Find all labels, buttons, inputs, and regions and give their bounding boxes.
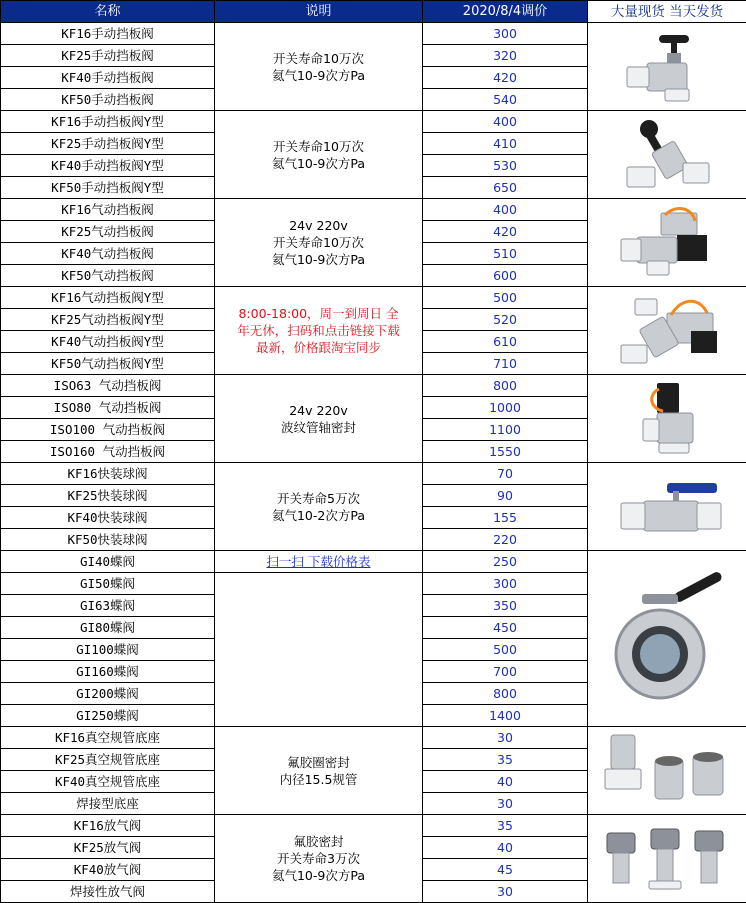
product-name: KF40气动挡板阀Y型: [1, 331, 215, 353]
product-price: 300: [423, 573, 588, 595]
product-photo: [588, 111, 746, 199]
product-name: ISO100 气动挡板阀: [1, 419, 215, 441]
product-price: 90: [423, 485, 588, 507]
description-line: 8:00-18:00，周一到周日 全: [238, 306, 399, 321]
product-name: GI63蝶阀: [1, 595, 215, 617]
pneumatic-y-valve-icon: [588, 291, 746, 371]
header-row: [1, 1, 746, 23]
product-price: 250: [423, 551, 588, 573]
manual-y-valve-icon: [588, 115, 746, 195]
product-name: KF25气动挡板阀Y型: [1, 309, 215, 331]
product-price: 410: [423, 133, 588, 155]
product-price: 40: [423, 837, 588, 859]
product-photo: [588, 815, 746, 903]
product-price: 30: [423, 881, 588, 903]
table-row: [1, 199, 746, 221]
product-price: 400: [423, 199, 588, 221]
table-row: [1, 815, 746, 837]
product-name: KF50气动挡板阀: [1, 265, 215, 287]
product-price: 540: [423, 89, 588, 111]
product-price: 610: [423, 331, 588, 353]
description-line: 氟胶圈密封: [287, 754, 350, 770]
product-name: KF40手动挡板阀Y型: [1, 155, 215, 177]
product-name: KF25手动挡板阀: [1, 45, 215, 67]
product-description: [215, 111, 423, 199]
product-price: 650: [423, 177, 588, 199]
product-name: GI50蝶阀: [1, 573, 215, 595]
iso-pneumatic-valve-icon: [588, 379, 746, 459]
product-description: [215, 815, 423, 903]
product-name: KF16快装球阀: [1, 463, 215, 485]
product-price: 1000: [423, 397, 588, 419]
description-line: 24v 220v: [289, 218, 348, 233]
description-line: 开关寿命3万次: [277, 851, 360, 866]
product-name: KF16放气阀: [1, 815, 215, 837]
product-name: KF25快装球阀: [1, 485, 215, 507]
description-line: 开关寿命10万次: [273, 235, 364, 250]
product-price: 30: [423, 727, 588, 749]
product-price: 35: [423, 749, 588, 771]
product-name: KF50手动挡板阀: [1, 89, 215, 111]
product-price: 420: [423, 221, 588, 243]
product-name: KF16手动挡板阀Y型: [1, 111, 215, 133]
product-name: GI250蝶阀: [1, 705, 215, 727]
product-name: KF40手动挡板阀: [1, 67, 215, 89]
product-name: KF16真空规管底座: [1, 727, 215, 749]
product-price: 710: [423, 353, 588, 375]
header-desc: 说明: [215, 1, 423, 23]
product-name: KF25手动挡板阀Y型: [1, 133, 215, 155]
product-photo: [588, 375, 746, 463]
product-price: 500: [423, 639, 588, 661]
product-price: 400: [423, 111, 588, 133]
product-price: 520: [423, 309, 588, 331]
description-line: 最新，价格跟淘宝同步: [255, 340, 381, 355]
product-description: [215, 727, 423, 815]
product-price: 800: [423, 375, 588, 397]
product-name: KF40快装球阀: [1, 507, 215, 529]
butterfly-valve-icon: [588, 564, 746, 714]
product-name: KF40气动挡板阀: [1, 243, 215, 265]
description-line: 氦气10-9次方Pa: [271, 868, 365, 883]
product-photo: [588, 287, 746, 375]
table-row: [1, 463, 746, 485]
product-photo: [588, 199, 746, 287]
product-name: 焊接型底座: [1, 793, 215, 815]
product-price: 155: [423, 507, 588, 529]
product-price: 800: [423, 683, 588, 705]
product-description: [215, 199, 423, 287]
description-line: 氦气10-9次方Pa: [271, 252, 365, 267]
gauge-base-icon: [588, 731, 746, 811]
product-description: [215, 23, 423, 111]
description-line: 开关寿命10万次: [273, 50, 364, 66]
product-name: KF25真空规管底座: [1, 749, 215, 771]
product-name: KF16气动挡板阀: [1, 199, 215, 221]
product-photo: [588, 463, 746, 551]
vent-valve-icon: [588, 819, 746, 899]
product-price: 320: [423, 45, 588, 67]
description-line: 开关寿命10万次: [273, 138, 364, 154]
product-name: KF50手动挡板阀Y型: [1, 177, 215, 199]
empty-description: [215, 573, 423, 727]
product-photo: [588, 551, 746, 727]
product-name: KF50气动挡板阀Y型: [1, 353, 215, 375]
product-price: 530: [423, 155, 588, 177]
pneumatic-flapper-valve-icon: [588, 203, 746, 283]
product-description: [215, 375, 423, 463]
product-photo: [588, 23, 746, 111]
product-price: 30: [423, 793, 588, 815]
product-name: KF16手动挡板阀: [1, 23, 215, 45]
product-name: GI200蝶阀: [1, 683, 215, 705]
download-link-cell: [215, 551, 423, 573]
product-name: KF40真空规管底座: [1, 771, 215, 793]
description-line: 开关寿命5万次: [277, 490, 360, 506]
table-row: [1, 23, 746, 45]
product-price: 45: [423, 859, 588, 881]
product-name: 焊接性放气阀: [1, 881, 215, 903]
description-line: 内径15.5规管: [279, 771, 358, 787]
product-photo: [588, 727, 746, 815]
product-price: 350: [423, 595, 588, 617]
product-name: ISO160 气动挡板阀: [1, 441, 215, 463]
product-description: [215, 287, 423, 375]
product-name: ISO80 气动挡板阀: [1, 397, 215, 419]
product-price: 1100: [423, 419, 588, 441]
description-line: 波纹管轴密封: [280, 419, 356, 435]
product-price: 500: [423, 287, 588, 309]
table-row: [1, 727, 746, 749]
product-price: 1550: [423, 441, 588, 463]
table-row: [1, 111, 746, 133]
download-price-list-link[interactable]: 扫一扫 下载价格表: [266, 554, 371, 569]
product-price: 700: [423, 661, 588, 683]
description-line: 氟胶密封: [293, 834, 344, 849]
product-price: 510: [423, 243, 588, 265]
header-stock: 大量现货 当天发货: [588, 1, 746, 23]
product-name: KF25放气阀: [1, 837, 215, 859]
description-line: 年无休，扫码和点击链接下载: [237, 323, 400, 338]
product-price: 600: [423, 265, 588, 287]
product-price: 420: [423, 67, 588, 89]
description-line: 氦气10-9次方Pa: [271, 155, 365, 171]
quick-ball-valve-icon: [588, 467, 746, 547]
description-line: 氦气10-9次方Pa: [271, 67, 365, 83]
product-name: KF50快装球阀: [1, 529, 215, 551]
manual-flapper-valve-icon: [588, 27, 746, 107]
product-name: GI40蝶阀: [1, 551, 215, 573]
product-name: GI80蝶阀: [1, 617, 215, 639]
header-price: 2020/8/4调价: [423, 1, 588, 23]
product-price: 35: [423, 815, 588, 837]
header-name: 名称: [1, 1, 215, 23]
table-row: [1, 287, 746, 309]
table-row: [1, 375, 746, 397]
product-price: 70: [423, 463, 588, 485]
product-name: KF25气动挡板阀: [1, 221, 215, 243]
product-price: 1400: [423, 705, 588, 727]
product-name: ISO63 气动挡板阀: [1, 375, 215, 397]
product-price: 300: [423, 23, 588, 45]
product-name: GI160蝶阀: [1, 661, 215, 683]
description-line: 氦气10-2次方Pa: [271, 507, 365, 523]
product-name: KF16气动挡板阀Y型: [1, 287, 215, 309]
product-price: 220: [423, 529, 588, 551]
product-price: 40: [423, 771, 588, 793]
product-description: [215, 463, 423, 551]
product-price: 450: [423, 617, 588, 639]
description-line: 24v 220v: [289, 402, 348, 418]
table-row: [1, 551, 746, 573]
product-name: GI100蝶阀: [1, 639, 215, 661]
product-name: KF40放气阀: [1, 859, 215, 881]
